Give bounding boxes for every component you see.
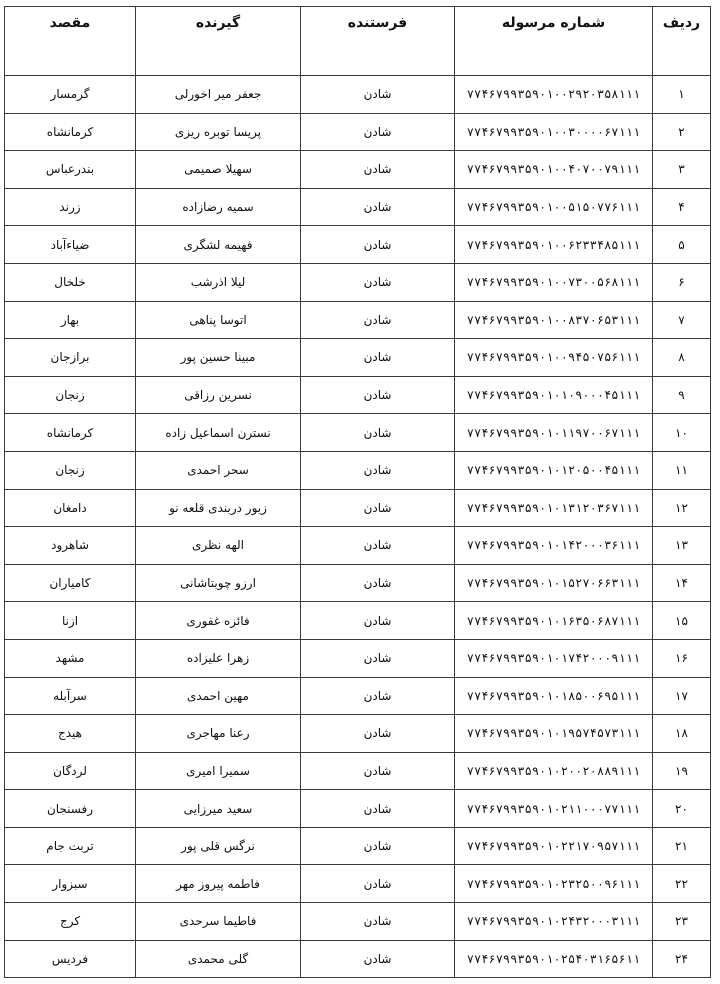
receiver-cell: نسرین رزاقی xyxy=(136,376,301,414)
tracking-number-cell: ۷۷۴۶۷۹۹۳۵۹۰۱۰۲۴۳۲۰۰۰۳۱۱۱ xyxy=(455,903,653,941)
sender-cell: شادن xyxy=(301,903,455,941)
tracking-number-cell: ۷۷۴۶۷۹۹۳۵۹۰۱۰۲۰۰۲۰۸۸۹۱۱۱ xyxy=(455,752,653,790)
table-row xyxy=(5,602,711,640)
destination-cell: رفسنجان xyxy=(5,790,136,828)
row-number-cell: ۸ xyxy=(653,339,711,377)
receiver-cell: ارزو چوبتاشانی xyxy=(136,564,301,602)
table-row xyxy=(5,865,711,903)
destination-cell: مشهد xyxy=(5,639,136,677)
receiver-cell: جعفر میر اخورلی xyxy=(136,76,301,114)
table-row xyxy=(5,790,711,828)
tracking-number-cell: ۷۷۴۶۷۹۹۳۵۹۰۱۰۰۴۰۷۰۰۷۹۱۱۱ xyxy=(455,151,653,189)
sender-cell: شادن xyxy=(301,151,455,189)
table-row xyxy=(5,677,711,715)
table-row xyxy=(5,414,711,452)
row-number-cell: ۲۳ xyxy=(653,903,711,941)
row-number-cell: ۱۱ xyxy=(653,451,711,489)
tracking-number-cell: ۷۷۴۶۷۹۹۳۵۹۰۱۰۰۷۳۰۰۵۶۸۱۱۱ xyxy=(455,263,653,301)
sender-cell: شادن xyxy=(301,677,455,715)
sender-cell: شادن xyxy=(301,564,455,602)
tracking-number-cell: ۷۷۴۶۷۹۹۳۵۹۰۱۰۲۵۴۰۳۱۶۵۶۱۱ xyxy=(455,940,653,978)
row-number-cell: ۶ xyxy=(653,263,711,301)
row-number-cell: ۲۲ xyxy=(653,865,711,903)
row-number-cell: ۵ xyxy=(653,226,711,264)
tracking-number-cell: ۷۷۴۶۷۹۹۳۵۹۰۱۰۱۳۱۲۰۳۶۷۱۱۱ xyxy=(455,489,653,527)
tracking-number-cell: ۷۷۴۶۷۹۹۳۵۹۰۱۰۱۵۲۷۰۶۶۳۱۱۱ xyxy=(455,564,653,602)
row-number-cell: ۱۶ xyxy=(653,639,711,677)
destination-cell: برازجان xyxy=(5,339,136,377)
table-row xyxy=(5,715,711,753)
row-number-cell: ۲ xyxy=(653,113,711,151)
row-number-cell: ۱ xyxy=(653,76,711,114)
receiver-cell: فهیمه لشگری xyxy=(136,226,301,264)
sender-cell: شادن xyxy=(301,715,455,753)
header-row-number: ردیف xyxy=(653,7,711,76)
destination-cell: کرج xyxy=(5,903,136,941)
table-row xyxy=(5,903,711,941)
sender-cell: شادن xyxy=(301,226,455,264)
destination-cell: دامغان xyxy=(5,489,136,527)
table-row xyxy=(5,451,711,489)
tracking-number-cell: ۷۷۴۶۷۹۹۳۵۹۰۱۰۰۵۱۵۰۷۷۶۱۱۱ xyxy=(455,188,653,226)
row-number-cell: ۲۴ xyxy=(653,940,711,978)
destination-cell: زنجان xyxy=(5,451,136,489)
receiver-cell: سمیه رضازاده xyxy=(136,188,301,226)
tracking-number-cell: ۷۷۴۶۷۹۹۳۵۹۰۱۰۱۰۹۰۰۰۴۵۱۱۱ xyxy=(455,376,653,414)
sender-cell: شادن xyxy=(301,639,455,677)
table-row xyxy=(5,263,711,301)
table-row xyxy=(5,489,711,527)
destination-cell: کرمانشاه xyxy=(5,113,136,151)
sender-cell: شادن xyxy=(301,113,455,151)
destination-cell: ضیاءآباد xyxy=(5,226,136,264)
table-row xyxy=(5,376,711,414)
table-row xyxy=(5,301,711,339)
tracking-number-cell: ۷۷۴۶۷۹۹۳۵۹۰۱۰۱۹۵۷۴۵۷۳۱۱۱ xyxy=(455,715,653,753)
destination-cell: فردیس xyxy=(5,940,136,978)
tracking-number-cell: ۷۷۴۶۷۹۹۳۵۹۰۱۰۱۷۴۲۰۰۰۹۱۱۱ xyxy=(455,639,653,677)
table-row xyxy=(5,940,711,978)
destination-cell: کامیاران xyxy=(5,564,136,602)
receiver-cell: گلی محمدی xyxy=(136,940,301,978)
tracking-number-cell: ۷۷۴۶۷۹۹۳۵۹۰۱۰۰۲۹۲۰۳۵۸۱۱۱ xyxy=(455,76,653,114)
receiver-cell: سمیرا امیری xyxy=(136,752,301,790)
tracking-number-cell: ۷۷۴۶۷۹۹۳۵۹۰۱۰۱۱۹۷۰۰۶۷۱۱۱ xyxy=(455,414,653,452)
receiver-cell: رعنا مهاجری xyxy=(136,715,301,753)
row-number-cell: ۴ xyxy=(653,188,711,226)
receiver-cell: فاطیما سرحدی xyxy=(136,903,301,941)
table-row xyxy=(5,752,711,790)
row-number-cell: ۲۱ xyxy=(653,827,711,865)
sender-cell: شادن xyxy=(301,827,455,865)
shipments-table xyxy=(4,6,711,978)
row-number-cell: ۱۷ xyxy=(653,677,711,715)
tracking-number-cell: ۷۷۴۶۷۹۹۳۵۹۰۱۰۱۸۵۰۰۶۹۵۱۱۱ xyxy=(455,677,653,715)
receiver-cell: سحر احمدی xyxy=(136,451,301,489)
row-number-cell: ۷ xyxy=(653,301,711,339)
sender-cell: شادن xyxy=(301,188,455,226)
table-row xyxy=(5,339,711,377)
table-header xyxy=(5,7,711,76)
table-row xyxy=(5,639,711,677)
table-row xyxy=(5,564,711,602)
receiver-cell: زهرا علیزاده xyxy=(136,639,301,677)
header-row xyxy=(5,7,711,76)
sender-cell: شادن xyxy=(301,76,455,114)
destination-cell: سرآبله xyxy=(5,677,136,715)
row-number-cell: ۱۵ xyxy=(653,602,711,640)
header-sender: فرستنده xyxy=(301,7,455,76)
row-number-cell: ۱۸ xyxy=(653,715,711,753)
sender-cell: شادن xyxy=(301,263,455,301)
destination-cell: لردگان xyxy=(5,752,136,790)
destination-cell: سبزوار xyxy=(5,865,136,903)
destination-cell: زرند xyxy=(5,188,136,226)
receiver-cell: مبینا حسین پور xyxy=(136,339,301,377)
receiver-cell: فاطمه پیروز مهر xyxy=(136,865,301,903)
destination-cell: گرمسار xyxy=(5,76,136,114)
destination-cell: خلخال xyxy=(5,263,136,301)
row-number-cell: ۱۰ xyxy=(653,414,711,452)
table-row xyxy=(5,76,711,114)
receiver-cell: فائزه غفوری xyxy=(136,602,301,640)
receiver-cell: سهیلا صمیمی xyxy=(136,151,301,189)
tracking-number-cell: ۷۷۴۶۷۹۹۳۵۹۰۱۰۱۶۳۵۰۶۸۷۱۱۱ xyxy=(455,602,653,640)
destination-cell: شاهرود xyxy=(5,527,136,565)
destination-cell: بهار xyxy=(5,301,136,339)
tracking-number-cell: ۷۷۴۶۷۹۹۳۵۹۰۱۰۱۴۲۰۰۰۳۶۱۱۱ xyxy=(455,527,653,565)
tracking-number-cell: ۷۷۴۶۷۹۹۳۵۹۰۱۰۰۶۲۳۳۴۸۵۱۱۱ xyxy=(455,226,653,264)
header-receiver: گیرنده xyxy=(136,7,301,76)
receiver-cell: سعید میرزایی xyxy=(136,790,301,828)
row-number-cell: ۱۲ xyxy=(653,489,711,527)
sender-cell: شادن xyxy=(301,414,455,452)
row-number-cell: ۲۰ xyxy=(653,790,711,828)
header-destination: مقصد xyxy=(5,7,136,76)
table-row xyxy=(5,151,711,189)
row-number-cell: ۱۴ xyxy=(653,564,711,602)
receiver-cell: مهین احمدی xyxy=(136,677,301,715)
sender-cell: شادن xyxy=(301,301,455,339)
receiver-cell: اتوسا پناهی xyxy=(136,301,301,339)
sender-cell: شادن xyxy=(301,865,455,903)
tracking-number-cell: ۷۷۴۶۷۹۹۳۵۹۰۱۰۰۹۴۵۰۷۵۶۱۱۱ xyxy=(455,339,653,377)
table-row xyxy=(5,827,711,865)
destination-cell: کرمانشاه xyxy=(5,414,136,452)
row-number-cell: ۹ xyxy=(653,376,711,414)
sender-cell: شادن xyxy=(301,940,455,978)
destination-cell: زنجان xyxy=(5,376,136,414)
destination-cell: ازنا xyxy=(5,602,136,640)
tracking-number-cell: ۷۷۴۶۷۹۹۳۵۹۰۱۰۱۲۰۵۰۰۴۵۱۱۱ xyxy=(455,451,653,489)
sender-cell: شادن xyxy=(301,752,455,790)
sender-cell: شادن xyxy=(301,527,455,565)
destination-cell: تربت جام xyxy=(5,827,136,865)
table-row xyxy=(5,188,711,226)
receiver-cell: نسترن اسماعیل زاده xyxy=(136,414,301,452)
receiver-cell: الهه نظری xyxy=(136,527,301,565)
tracking-number-cell: ۷۷۴۶۷۹۹۳۵۹۰۱۰۲۳۲۵۰۰۹۶۱۱۱ xyxy=(455,865,653,903)
destination-cell: بندرعباس xyxy=(5,151,136,189)
sender-cell: شادن xyxy=(301,489,455,527)
sender-cell: شادن xyxy=(301,451,455,489)
table-body xyxy=(5,76,711,978)
row-number-cell: ۱۹ xyxy=(653,752,711,790)
tracking-number-cell: ۷۷۴۶۷۹۹۳۵۹۰۱۰۰۳۰۰۰۰۶۷۱۱۱ xyxy=(455,113,653,151)
sender-cell: شادن xyxy=(301,790,455,828)
header-tracking-number: شماره مرسوله xyxy=(455,7,653,76)
tracking-number-cell: ۷۷۴۶۷۹۹۳۵۹۰۱۰۰۸۳۷۰۶۵۳۱۱۱ xyxy=(455,301,653,339)
tracking-number-cell: ۷۷۴۶۷۹۹۳۵۹۰۱۰۲۱۱۰۰۰۷۷۱۱۱ xyxy=(455,790,653,828)
receiver-cell: زیور دربندی قلعه نو xyxy=(136,489,301,527)
receiver-cell: نرگس قلی پور xyxy=(136,827,301,865)
table-row xyxy=(5,113,711,151)
sender-cell: شادن xyxy=(301,602,455,640)
table-row xyxy=(5,226,711,264)
destination-cell: هیدج xyxy=(5,715,136,753)
row-number-cell: ۳ xyxy=(653,151,711,189)
receiver-cell: پریسا توبره ریزی xyxy=(136,113,301,151)
row-number-cell: ۱۳ xyxy=(653,527,711,565)
receiver-cell: لیلا اذرشب xyxy=(136,263,301,301)
sender-cell: شادن xyxy=(301,376,455,414)
sender-cell: شادن xyxy=(301,339,455,377)
tracking-number-cell: ۷۷۴۶۷۹۹۳۵۹۰۱۰۲۲۱۷۰۹۵۷۱۱۱ xyxy=(455,827,653,865)
table-row xyxy=(5,527,711,565)
